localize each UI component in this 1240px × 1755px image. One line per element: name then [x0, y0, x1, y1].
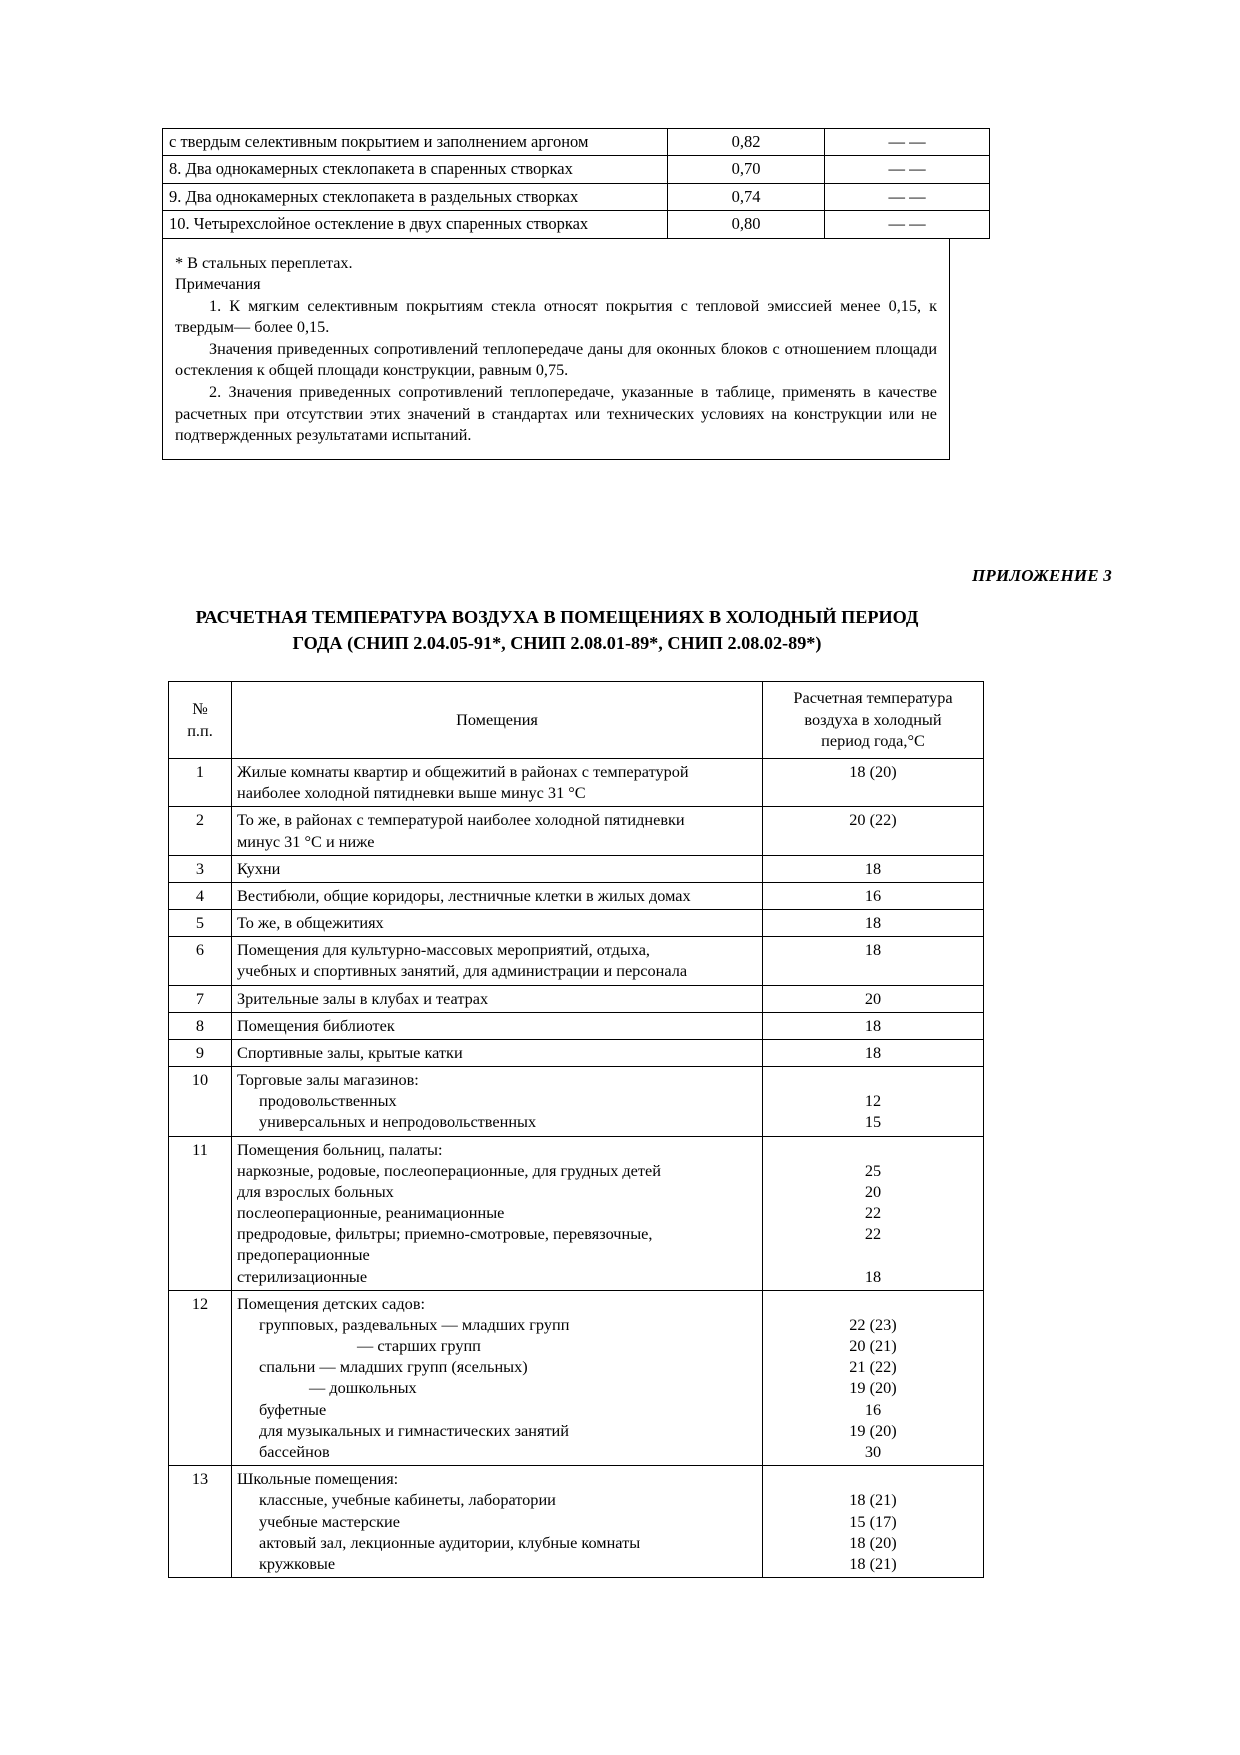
premises-line: классные, учебные кабинеты, лаборатории: [259, 1490, 556, 1510]
main-table-body: [169, 759, 984, 1578]
temperature-value: 18: [864, 1266, 882, 1286]
temperature-value: 18: [864, 1042, 882, 1062]
table-row: [169, 759, 984, 807]
premises-line: продовольственных: [259, 1091, 397, 1111]
premises-line: Помещения больниц, палаты:: [237, 1139, 443, 1159]
row-number-cell: 10: [169, 1067, 232, 1137]
main-table: [168, 681, 984, 1578]
temperature-value: 12: [864, 1091, 882, 1111]
premises-line: наиболее холодной пятидневки выше минус 31 °С: [237, 783, 586, 803]
premises-line: Спортивные залы, крытые катки: [237, 1042, 463, 1062]
dash-cell: — —: [825, 156, 990, 183]
construction-name-cell: 9. Два однокамерных стеклопакета в раздельных створках: [163, 183, 668, 210]
temperature-value: 15: [864, 1112, 882, 1132]
resistance-value-cell: 0,74: [668, 183, 825, 210]
temperature-value: 16: [864, 1399, 882, 1419]
premises-line: предоперационные: [237, 1245, 370, 1265]
temperature-cell: [763, 1290, 984, 1465]
temperature-value: 18 (21): [849, 1553, 897, 1573]
premises-line: учебные мастерские: [259, 1511, 400, 1531]
premises-line: минус 31 °С и ниже: [237, 831, 375, 851]
note-1b: Значения приведенных сопротивлений теплопередаче даны для оконных блоков с отношением площади остекления к общей площади конструкции, равным 0,75.: [175, 339, 937, 380]
temperature-cell: [763, 759, 984, 807]
premises-line: актовый зал, лекционные аудитории, клубные комнаты: [259, 1532, 641, 1552]
note-1a: 1. К мягким селективным покрытиям стекла относят покрытия с тепловой эмиссией менее 0,15, к твердым— более 0,15.: [175, 296, 937, 337]
temperature-cell: [763, 807, 984, 855]
row-number-cell: 2: [169, 807, 232, 855]
premises-cell: [232, 937, 763, 985]
premises-line: Торговые залы магазинов:: [237, 1070, 419, 1090]
dash-cell: — —: [825, 183, 990, 210]
premises-line: групповых, раздевальных — младших групп: [259, 1314, 570, 1334]
top-table: [162, 128, 990, 239]
construction-name-cell: 10. Четырехслойное остекление в двух спаренных створках: [163, 211, 668, 238]
temperature-value: 18 (21): [849, 1490, 897, 1510]
premises-cell: [232, 910, 763, 937]
premises-line: Помещения детских садов:: [237, 1293, 426, 1313]
table-row: [169, 1067, 984, 1137]
premises-line: буфетные: [259, 1399, 327, 1419]
premises-cell: [232, 855, 763, 882]
header-number-line-2: п.п.: [187, 720, 213, 740]
table-row: [169, 807, 984, 855]
premises-cell: [232, 1290, 763, 1465]
temperature-value: 19 (20): [849, 1420, 897, 1440]
temperature-cell: [763, 985, 984, 1012]
table-row: [169, 1012, 984, 1039]
premises-line: универсальных и непродовольственных: [259, 1112, 537, 1132]
premises-line: для взрослых больных: [237, 1181, 394, 1201]
table-notes-block: [162, 239, 950, 460]
table-row: [163, 156, 990, 183]
table-row: [169, 985, 984, 1012]
resistance-value-cell: 0,70: [668, 156, 825, 183]
premises-cell: [232, 807, 763, 855]
premises-line: спальни — младших групп (ясельных): [259, 1357, 528, 1377]
premises-line: бассейнов: [259, 1442, 330, 1461]
premises-line: Помещения библиотек: [237, 1015, 395, 1035]
premises-line: Помещения для культурно-массовых мероприятий, отдыха,: [237, 940, 650, 960]
header-temp-line-3: период года,°С: [821, 731, 925, 751]
row-number-cell: 4: [169, 882, 232, 909]
premises-cell: [232, 759, 763, 807]
note-2: 2. Значения приведенных сопротивлений теплопередаче, указанные в таблице, применять в качестве расчетных при отсутствии этих значений в стандартах или технических условиях на конструкции или не подтвержденных результатами испытаний.: [175, 383, 937, 445]
temperature-cell: [763, 1136, 984, 1290]
row-number-cell: 12: [169, 1290, 232, 1465]
header-cell-temperature: [763, 682, 984, 759]
table-row: [169, 882, 984, 909]
temperature-value: 20: [864, 1181, 882, 1201]
resistance-value-cell: 0,82: [668, 129, 825, 156]
temperature-value: 18: [864, 913, 882, 933]
table-row: [169, 910, 984, 937]
temperature-value: 15 (17): [849, 1511, 897, 1531]
temperature-value: 22: [864, 1224, 882, 1244]
premises-line: послеоперационные, реанимационные: [237, 1203, 505, 1223]
header-temp-line-1: Расчетная температура: [793, 688, 953, 707]
temperature-cell: [763, 910, 984, 937]
premises-cell: [232, 1012, 763, 1039]
temperature-cell: [763, 1039, 984, 1066]
page-title-line-1: РАСЧЕТНАЯ ТЕМПЕРАТУРА ВОЗДУХА В ПОМЕЩЕНИЯХ В ХОЛОДНЫЙ ПЕРИОД: [195, 607, 919, 627]
row-number-cell: 13: [169, 1466, 232, 1578]
premises-line: — старших групп: [357, 1336, 481, 1356]
row-number-cell: 9: [169, 1039, 232, 1066]
row-number-cell: 5: [169, 910, 232, 937]
premises-line: стерилизационные: [237, 1266, 368, 1286]
construction-name-cell: 8. Два однокамерных стеклопакета в спаренных створках: [163, 156, 668, 183]
table-row: [169, 937, 984, 985]
table-row: [169, 1466, 984, 1578]
temperature-value: 20 (22): [849, 810, 897, 830]
row-number-cell: 6: [169, 937, 232, 985]
appendix-label: ПРИЛОЖЕНИЕ 3: [971, 566, 1112, 585]
premises-line: — дошкольных: [309, 1378, 417, 1398]
temperature-value: 30: [864, 1442, 882, 1461]
temperature-value: 20: [864, 988, 882, 1008]
temperature-value: 18: [864, 940, 882, 960]
table-row: [169, 1136, 984, 1290]
premises-cell: [232, 1039, 763, 1066]
temperature-cell: [763, 1067, 984, 1137]
header-row: [169, 682, 984, 759]
premises-line: кружковые: [259, 1553, 336, 1573]
row-number-cell: 8: [169, 1012, 232, 1039]
temperature-value: 22: [864, 1203, 882, 1223]
row-number-cell: 3: [169, 855, 232, 882]
header-number-line-1: №: [192, 698, 208, 718]
table-row: [163, 183, 990, 210]
premises-line: предродовые, фильтры; приемно-смотровые, перевязочные,: [237, 1224, 653, 1244]
page-title: [162, 605, 952, 657]
header-temp-line-2: воздуха в холодный: [804, 709, 942, 729]
temperature-value: 25: [864, 1160, 882, 1180]
temperature-cell: [763, 855, 984, 882]
temperature-value: 19 (20): [849, 1378, 897, 1398]
table-row: [169, 1039, 984, 1066]
premises-line: наркозные, родовые, послеоперационные, для грудных детей: [237, 1160, 661, 1180]
indoor-temperature-table: [168, 681, 953, 1578]
table-row: [169, 855, 984, 882]
table-row: [163, 211, 990, 238]
premises-line: Зрительные залы в клубах и театрах: [237, 988, 489, 1008]
premises-line: Кухни: [237, 858, 281, 878]
temperature-cell: [763, 937, 984, 985]
temperature-value: 21 (22): [849, 1357, 897, 1377]
dash-cell: — —: [825, 211, 990, 238]
main-table-header: [169, 682, 984, 759]
footnote-steel-frames: * В стальных переплетах.: [175, 253, 353, 272]
premises-line: Жилые комнаты квартир и общежитий в районах с температурой: [237, 762, 689, 782]
premises-line: учебных и спортивных занятий, для администрации и персонала: [237, 961, 688, 981]
dash-cell: — —: [825, 129, 990, 156]
premises-line: для музыкальных и гимнастических занятий: [259, 1420, 569, 1440]
temperature-value: 18: [864, 1015, 882, 1035]
premises-line: Школьные помещения:: [237, 1469, 399, 1489]
temperature-value: 18 (20): [849, 762, 897, 782]
premises-cell: [232, 882, 763, 909]
temperature-cell: [763, 1466, 984, 1578]
row-number-cell: 7: [169, 985, 232, 1012]
temperature-value: 18: [864, 858, 882, 878]
temperature-value: 20 (21): [849, 1336, 897, 1356]
header-cell-premises: Помещения: [232, 682, 763, 759]
temperature-value: 16: [864, 885, 882, 905]
row-number-cell: 1: [169, 759, 232, 807]
premises-cell: [232, 1067, 763, 1137]
header-cell-number: [169, 682, 232, 759]
premises-cell: [232, 985, 763, 1012]
temperature-value: 22 (23): [849, 1314, 897, 1334]
premises-line: Вестибюли, общие коридоры, лестничные клетки в жилых домах: [237, 885, 691, 905]
resistance-value-cell: 0,80: [668, 211, 825, 238]
temperature-value: 18 (20): [849, 1532, 897, 1552]
page-title-line-2: ГОДА (СНИП 2.04.05-91*, СНИП 2.08.01-89*, СНИП 2.08.02-89*): [292, 632, 822, 653]
table-row: [169, 1290, 984, 1465]
table-row: [163, 129, 990, 156]
notes-heading: Примечания: [175, 275, 261, 294]
construction-name-cell: с твердым селективным покрытием и заполнением аргоном: [163, 129, 668, 156]
premises-cell: [232, 1136, 763, 1290]
premises-cell: [232, 1466, 763, 1578]
row-number-cell: 11: [169, 1136, 232, 1290]
premises-line: То же, в общежитиях: [237, 913, 384, 933]
premises-line: То же, в районах с температурой наиболее холодной пятидневки: [237, 810, 685, 830]
temperature-cell: [763, 1012, 984, 1039]
glazing-resistance-table: [162, 128, 950, 460]
temperature-cell: [763, 882, 984, 909]
